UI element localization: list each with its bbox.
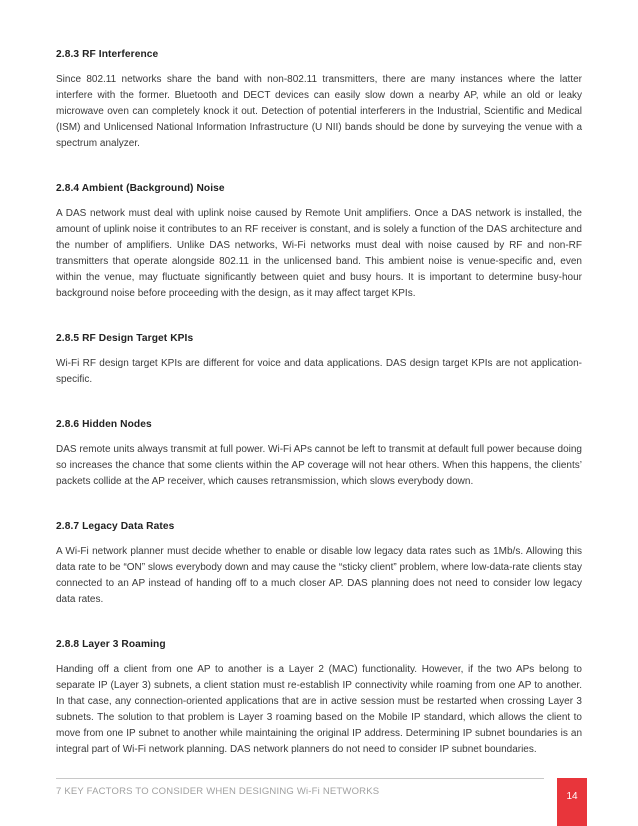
section-heading: 2.8.4 Ambient (Background) Noise bbox=[56, 183, 225, 194]
section-rf-interference bbox=[56, 49, 582, 152]
footer-title: 7 KEY FACTORS TO CONSIDER WHEN DESIGNING Wi-Fi NETWORKS bbox=[56, 786, 380, 797]
footer-divider bbox=[56, 778, 544, 779]
section-rf-design-target-kpis bbox=[56, 333, 582, 388]
section-heading: 2.8.8 Layer 3 Roaming bbox=[56, 639, 166, 650]
section-paragraph: A DAS network must deal with uplink noise caused by Remote Unit amplifiers. Once a DAS network is installed, the amount of uplink noise it contributes to an RF receiver is constant, and is solely a function of the DAS architecture and the number of amplifiers. Unlike DAS networks, Wi-Fi networks must deal with noise caused by RF and non-RF transmitters that operate alongside 802.11 in the unlicensed band. This ambient noise is venue-specific and, even within the venue, may fluctuate significantly between quiet and busy hours. It is important to determine busy-hour background noise before proceeding with the design, as it may affect target KPIs. bbox=[56, 208, 582, 299]
page-number-tab bbox=[557, 778, 587, 826]
section-paragraph: A Wi-Fi network planner must decide whether to enable or disable low legacy data rates such as 1Mb/s. Allowing this data rate to be “ON” slows everybody down and may cause the “sticky client” problem, where low-data-rate clients stay connected to an AP instead of handing off to a much closer AP. DAS planning does not need to consider low legacy data rates. bbox=[56, 546, 582, 605]
section-heading: 2.8.3 RF Interference bbox=[56, 49, 159, 60]
section-paragraph: Wi-Fi RF design target KPIs are different for voice and data applications. DAS design target KPIs are not application-specific. bbox=[56, 358, 582, 385]
document-body bbox=[56, 49, 582, 758]
section-ambient-noise bbox=[56, 183, 582, 302]
section-heading: 2.8.6 Hidden Nodes bbox=[56, 419, 152, 430]
section-hidden-nodes bbox=[56, 419, 582, 490]
section-legacy-data-rates bbox=[56, 521, 582, 608]
section-heading: 2.8.5 RF Design Target KPIs bbox=[56, 333, 194, 344]
section-paragraph: Since 802.11 networks share the band with non-802.11 transmitters, there are many instances where the latter interfere with the former. Bluetooth and DECT devices can easily slow down a nearby AP, while an old or leaky microwave oven can completely knock it out. Detection of potential interferers in the Industrial, Scientific and Medical (ISM) and Unlicensed National Information Infrastructure (U NII) bands should be done by surveying the venue with a spectrum analyzer. bbox=[56, 74, 582, 149]
section-paragraph: DAS remote units always transmit at full power. Wi-Fi APs cannot be left to transmit at default full power because doing so increases the chance that some clients within the AP coverage will not hear others. When this happens, the clients’ packets collide at the AP receiver, which causes retransmission, which slows everybody down. bbox=[56, 444, 582, 487]
section-layer3-roaming bbox=[56, 639, 582, 758]
section-paragraph: Handing off a client from one AP to another is a Layer 2 (MAC) functionality. However, if the two APs belong to separate IP (Layer 3) subnets, a client station must re-establish IP connectivity while roaming from one AP to another. In that case, any connection-oriented applications that are in active session must be restarted when crossing Layer 3 subnets. The solution to that problem is Layer 3 roaming based on the Mobile IP standard, which allows the client to move from one IP subnet to another while maintaining the original IP address. Determining IP subnet boundaries is an integral part of Wi-Fi network planning. DAS network planners do not need to consider IP subnet boundaries. bbox=[56, 664, 582, 755]
page-number: 14 bbox=[566, 791, 578, 802]
section-heading: 2.8.7 Legacy Data Rates bbox=[56, 521, 175, 532]
